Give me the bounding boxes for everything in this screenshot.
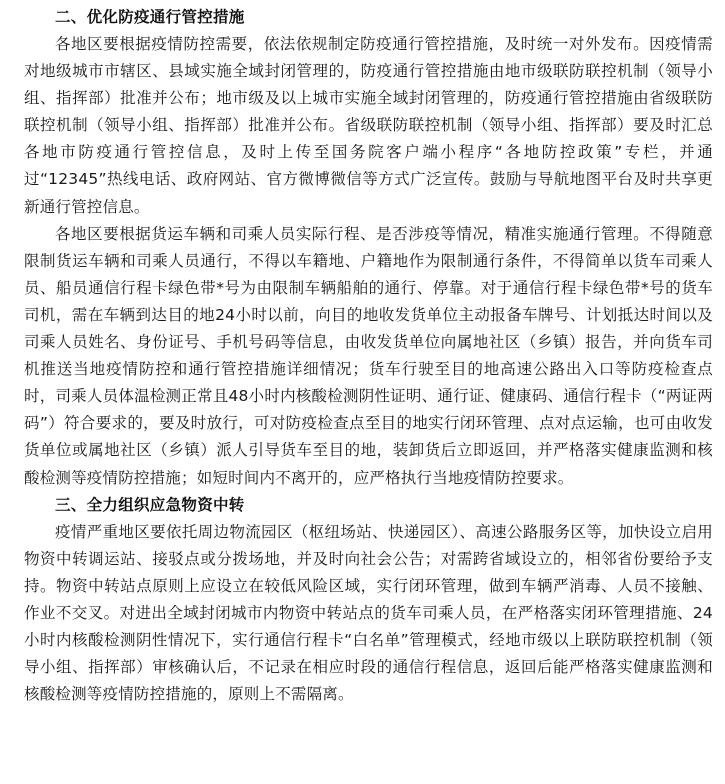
paragraph-precise-traffic-management: 各地区要根据货运车辆和司乘人员实际行程、是否涉疫等情况，精准实施通行管理。不得随意限制货运车辆和司乘人员通行，不得以车籍地、户籍地作为限制通行条件，不得简单以货车司乘人员、船员通信行程卡绿色带*号为由限制车辆船舶的通行、停靠。对于通信行程卡绿色带*号的货车司机，需在车辆到达目的地24小时以前，向目的地收发货单位主动报备车牌号、计划抵达时间以及司乘人员姓名、身份证号、手机号码等信息，由收发货单位向属地社区（乡镇）报告，并向货车司机推送当地疫情防控和通行管控措施详细情况；货车行驶至目的地高速公路出入口等防疫检查点时，司乘人员体温检测正常且48小时内核酸检测阴性证明、通行证、健康码、通信行程卡（“两证两码”）符合要求的，要及时放行，可对防疫检查点至目的地实行闭环管理、点对点运输，也可由收发货单位或属地社区（乡镇）派人引导货车至目的地，装卸货后立即返回，并严格落实健康监测和核酸检测等疫情防控措施；如短时间内不离开的，应严格执行当地疫情防控要求。 (24, 224, 713, 487)
paragraph-traffic-control-publication: 各地区要根据疫情防控需要，依法依规制定防疫通行管控措施，及时统一对外发布。因疫情需对地级城市市辖区、县域实施全域封闭管理的，防疫通行管控措施由地市级联防联控机制（领导小组、指挥部）批准并公布；地市级及以上城市实施全域封闭管理的，防疫通行管控措施由省级联防联控机制（领导小组、指挥部）批准并公布。省级联防联控机制（领导小组、指挥部）要及时汇总各地市防疫通行管控信息，及时上传至国务院客户端小程序“各地防控政策”专栏，并通过“12345”热线电话、政府网站、官方微博微信等方式广泛宣传。鼓励与导航地图平台及时共享更新通行管控信息。 (24, 35, 713, 216)
paragraph-emergency-supply-transfer: 疫情严重地区要依托周边物流园区（枢纽场站、快递园区）、高速公路服务区等，加快设立启用物资中转调运站、接驳点或分拨场地，并及时向社会公告；对需跨省域设立的，相邻省份要给予支持。物资中转站点原则上应设立在较低风险区域，实行闭环管理，做到车辆严消毒、人员不接触、作业不交叉。对进出全域封闭城市内物资中转站点的货车司乘人员，在严格落实闭环管理措施、24小时内核酸检测阴性情况下，实行通信行程卡“白名单”管理模式，经地市级以上联防联控机制（领导小组、指挥部）审核确认后，不记录在相应时段的通信行程信息，返回后能严格落实健康监测和核酸检测等疫情防控措施的，原则上不需隔离。 (24, 522, 713, 704)
section-heading-2: 二、优化防疫通行管控措施 (55, 8, 245, 26)
section-heading-3: 三、全力组织应急物资中转 (55, 495, 245, 514)
